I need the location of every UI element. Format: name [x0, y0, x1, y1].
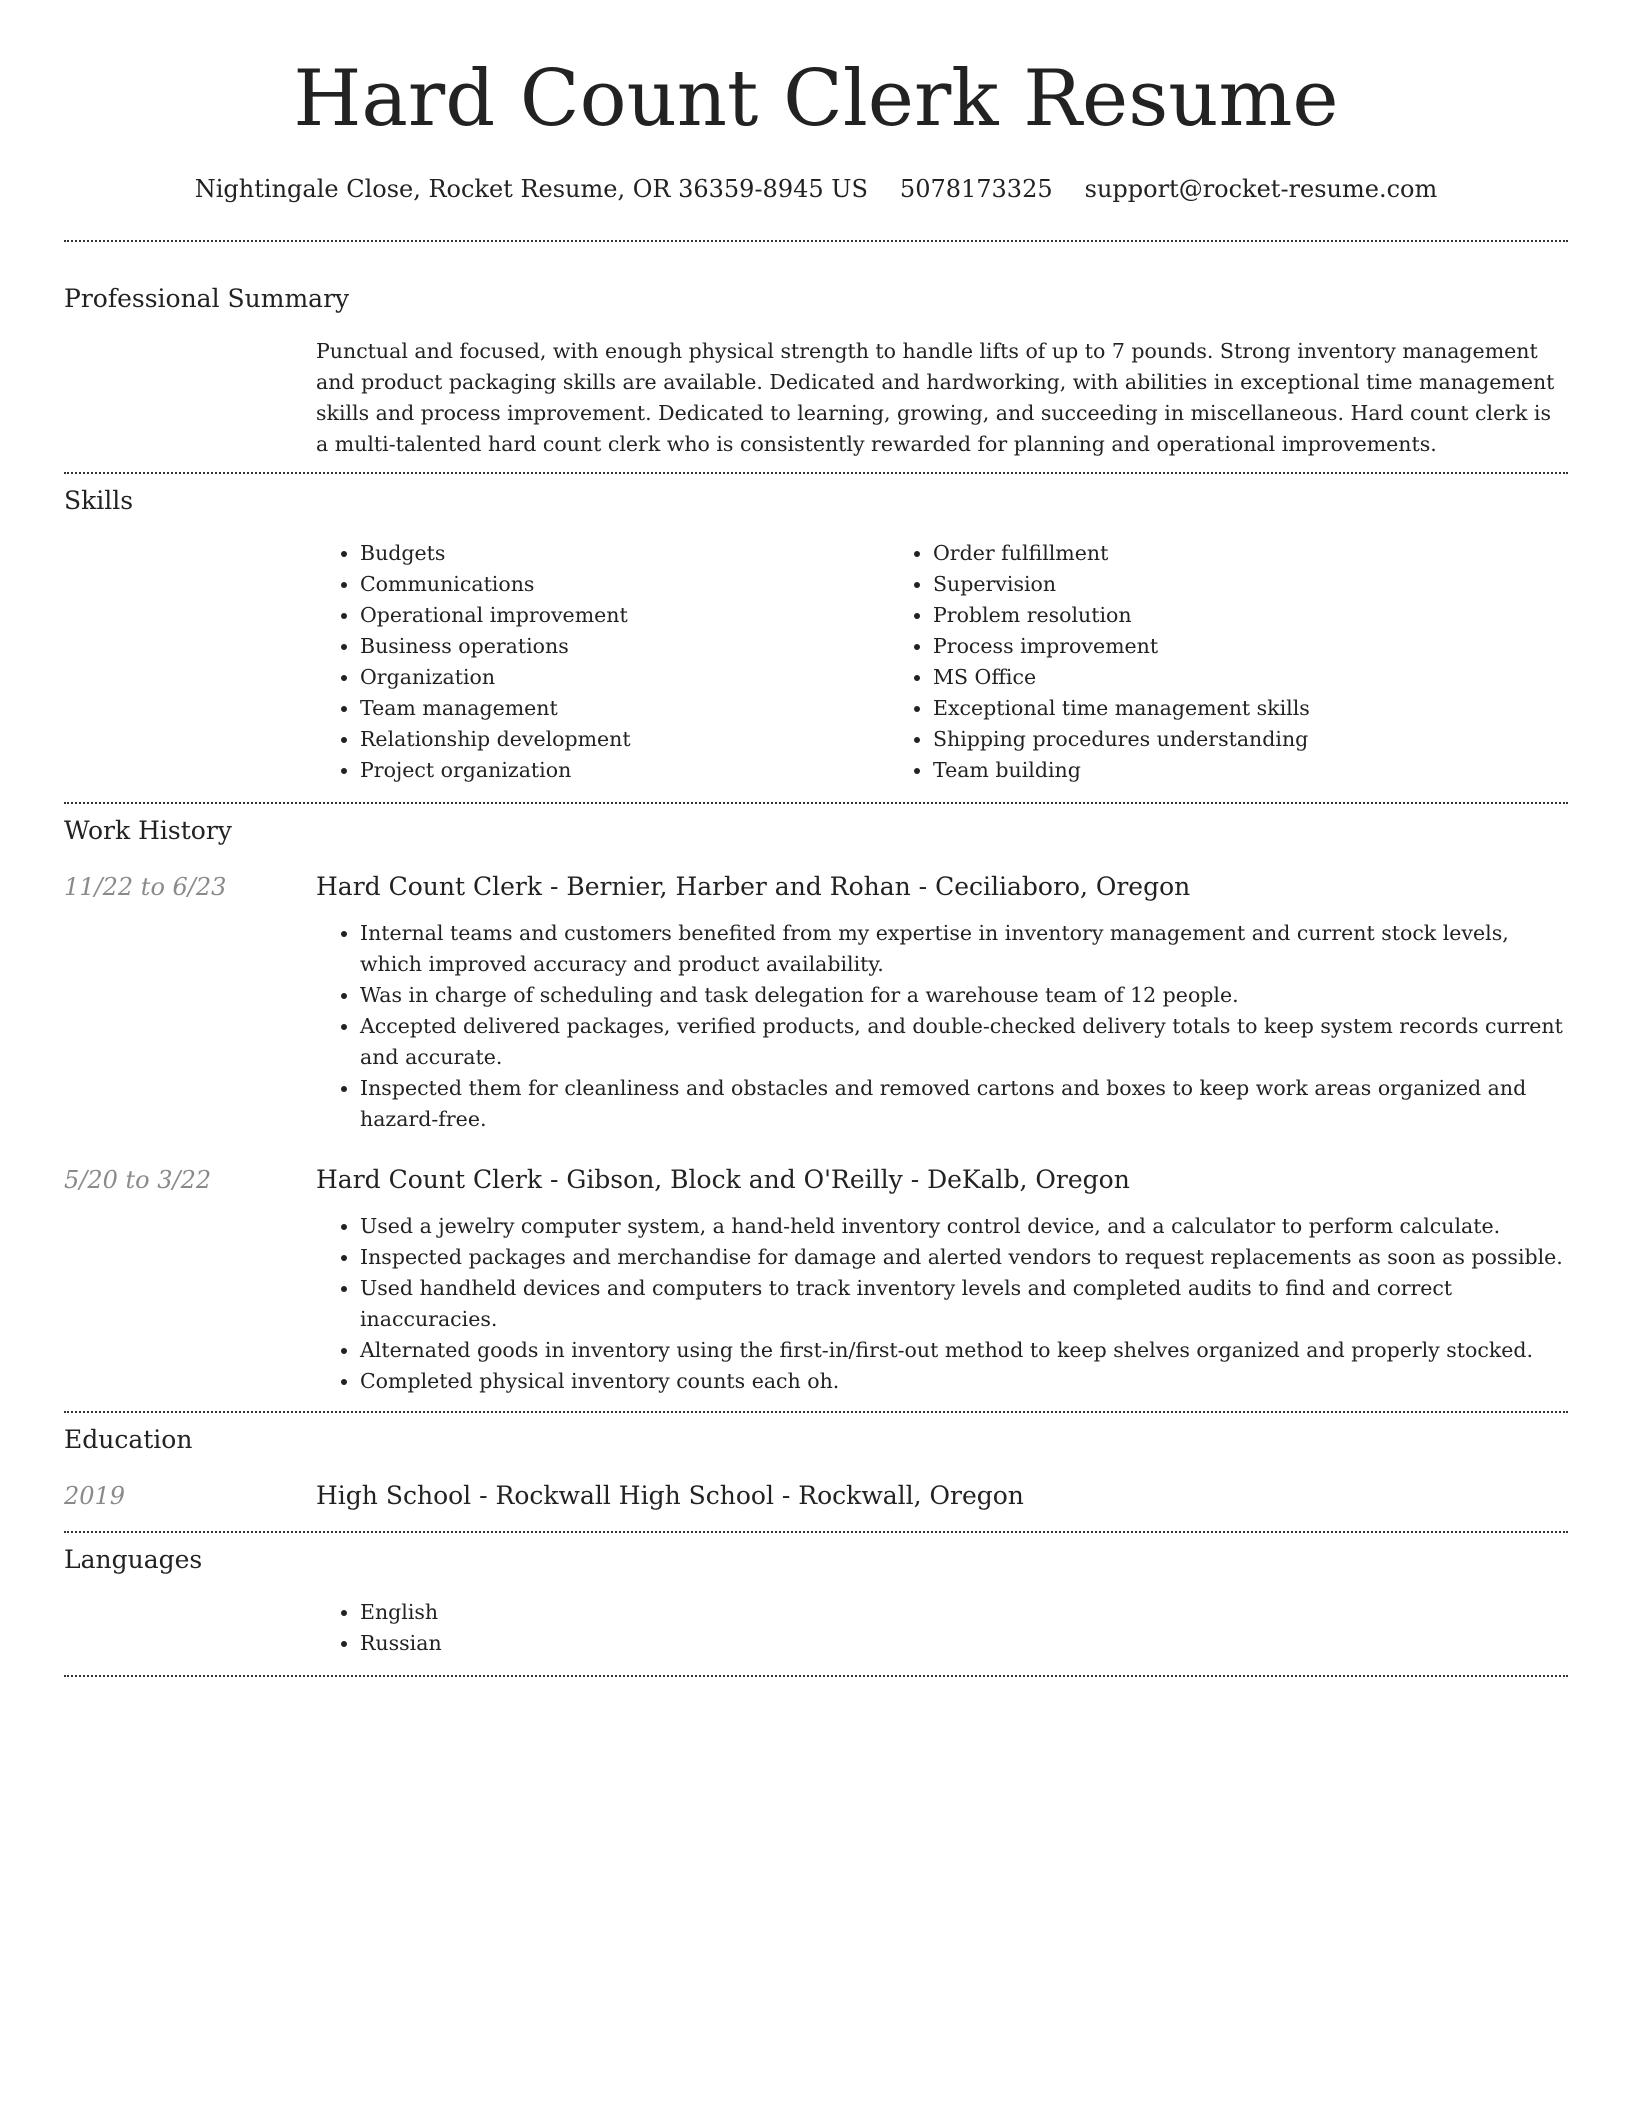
job-bullet: • Used a jewelry computer system, a hand-held inventory control device, and a calculator to perform calculate.: [360, 1211, 1568, 1242]
section-title-work-history: Work History: [64, 816, 232, 845]
skills-list-right: [889, 538, 1462, 786]
job-bullet: • Was in charge of scheduling and task delegation for a warehouse team of 12 people.: [360, 980, 1568, 1011]
section-title-summary: Professional Summary: [64, 284, 350, 313]
summary-text: Punctual and focused, with enough physical strength to handle lifts of up to 7 pounds. Strong inventory management and product packaging skills are available. Dedicated and hardworking, with abilities in exceptional time management skills and process improvement. Dedicated to learning, growing, and succeeding in miscellaneous. Hard count clerk is a multi-talented hard count clerk who is consistently rewarded for planning and operational improvements.: [316, 339, 1555, 456]
job-bullet: • Inspected them for cleanliness and obstacles and removed cartons and boxes to keep work areas organized and hazard-free.: [360, 1073, 1568, 1135]
contact-address: Nightingale Close, Rocket Resume, OR 36359-8945 US: [194, 175, 868, 203]
skill-item: • Operational improvement: [360, 600, 889, 631]
skill-item: • Budgets: [360, 538, 889, 569]
job-bullet: • Internal teams and customers benefited from my expertise in inventory management and current stock levels, which improved accuracy and product availability.: [360, 918, 1568, 980]
job-entry: [64, 872, 1568, 1135]
contact-email: support@rocket-resume.com: [1084, 175, 1438, 203]
skill-item: • Team management: [360, 693, 889, 724]
skills-list-left: [316, 538, 889, 786]
job-header: [64, 1165, 1568, 1195]
work-history-section: [64, 804, 1568, 1411]
summary-section: [64, 242, 1568, 472]
languages-content: [316, 1597, 1568, 1659]
education-section: [64, 1413, 1568, 1531]
skills-columns: [316, 538, 1568, 786]
language-item: • Russian: [360, 1628, 1568, 1659]
job-bullet: • Alternated goods in inventory using the first-in/first-out method to keep shelves organized and properly stocked.: [360, 1335, 1568, 1366]
languages-section: [64, 1533, 1568, 1675]
skill-item: • Business operations: [360, 631, 889, 662]
resume-title: Hard Count Clerk Resume: [293, 54, 1339, 144]
skill-item: • Team building: [933, 755, 1462, 786]
skills-content: [316, 538, 1568, 786]
skill-item: • Problem resolution: [933, 600, 1462, 631]
skill-item: • Supervision: [933, 569, 1462, 600]
skill-item: • Process improvement: [933, 631, 1462, 662]
skill-item: • Project organization: [360, 755, 889, 786]
job-heading: Hard Count Clerk - Bernier, Harber and Rohan - Ceciliaboro, Oregon: [316, 872, 1191, 901]
contact-line: [64, 174, 1568, 204]
skill-item: • Shipping procedures understanding: [933, 724, 1462, 755]
section-title-languages: Languages: [64, 1545, 203, 1574]
education-entry: [64, 1481, 1568, 1511]
section-title-education: Education: [64, 1425, 193, 1454]
languages-list: [316, 1597, 1568, 1659]
job-entry: [64, 1165, 1568, 1397]
skill-item: • Communications: [360, 569, 889, 600]
contact-phone: 5078173325: [899, 175, 1053, 203]
job-heading: Hard Count Clerk - Gibson, Block and O'Reilly - DeKalb, Oregon: [316, 1165, 1130, 1194]
education-date: 2019: [64, 1482, 126, 1510]
section-title-skills: Skills: [64, 486, 134, 515]
language-item: • English: [360, 1597, 1568, 1628]
summary-content: [316, 336, 1568, 460]
job-header: [64, 872, 1568, 902]
job-bullets: [316, 1211, 1568, 1397]
skill-item: • MS Office: [933, 662, 1462, 693]
job-bullet: • Accepted delivered packages, verified products, and double-checked delivery totals to keep system records current and accurate.: [360, 1011, 1568, 1073]
job-dates: 11/22 to 6/23: [64, 873, 227, 901]
job-bullet: • Inspected packages and merchandise for damage and alerted vendors to request replacements as soon as possible.: [360, 1242, 1568, 1273]
job-bullets: [316, 918, 1568, 1135]
divider: [64, 1675, 1568, 1677]
skill-item: • Exceptional time management skills: [933, 693, 1462, 724]
skill-item: • Order fulfillment: [933, 538, 1462, 569]
skills-section: [64, 474, 1568, 802]
skill-item: • Relationship development: [360, 724, 889, 755]
skill-item: • Organization: [360, 662, 889, 693]
job-dates: 5/20 to 3/22: [64, 1166, 212, 1194]
job-bullet: • Completed physical inventory counts each oh.: [360, 1366, 1568, 1397]
education-heading: High School - Rockwall High School - Rockwall, Oregon: [316, 1481, 1024, 1510]
job-bullet: • Used handheld devices and computers to track inventory levels and completed audits to find and correct inaccuracies.: [360, 1273, 1568, 1335]
